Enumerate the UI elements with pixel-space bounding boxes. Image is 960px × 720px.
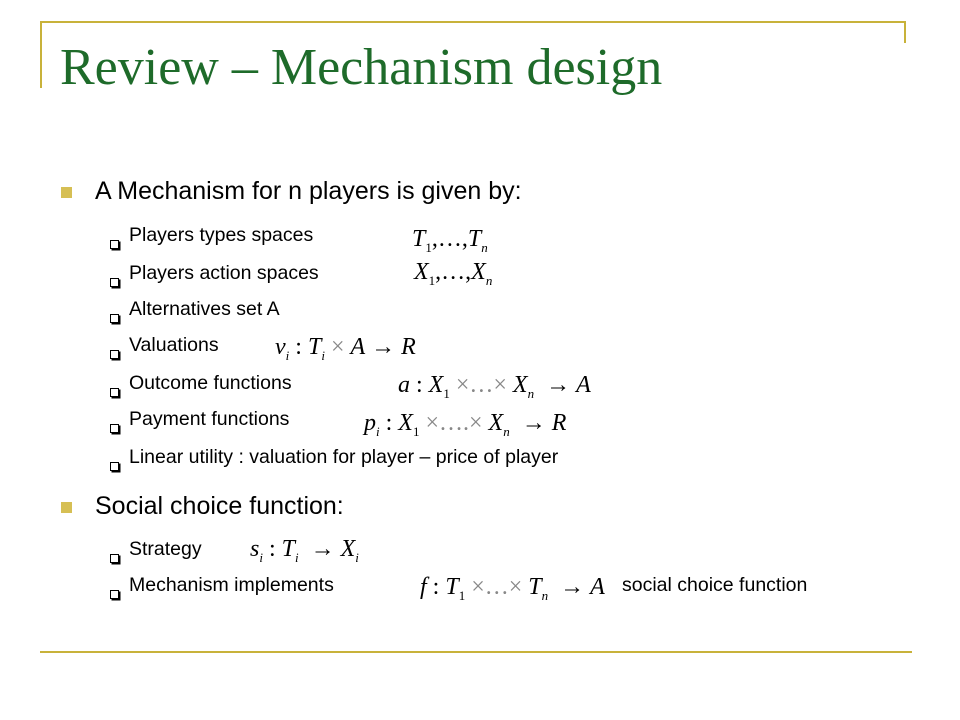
checkbox-bullet-icon <box>110 424 119 433</box>
checkbox-bullet-icon <box>110 314 119 323</box>
checkbox-bullet-icon <box>110 590 119 599</box>
checkbox-bullet-icon <box>110 388 119 397</box>
formula-payment: $p_i$ : $X_1$ ×….× $X_n \to R$ <box>364 410 567 439</box>
item-implements: Mechanism implements <box>129 574 334 596</box>
item-strategy: Strategy <box>129 538 202 560</box>
item-outcome: Outcome functions <box>129 372 292 394</box>
checkbox-bullet-icon <box>110 240 119 249</box>
formula-actions: $X_1,\dots,X_n$ <box>414 259 493 288</box>
item-valuations: Valuations <box>129 334 219 356</box>
formula-strategy: $s_i$ : $T_i \to X_i$ <box>250 536 359 565</box>
checkbox-bullet-icon <box>110 350 119 359</box>
formula-outcome: a : $X_1$ ×…× $X_n \to A$ <box>398 372 591 401</box>
item-payment: Payment functions <box>129 408 290 430</box>
item-social-choice-suffix: social choice function <box>622 574 808 596</box>
slide-title: Review – Mechanism design <box>60 39 663 96</box>
formula-valuations: $v_i$ : $T_i \times A \to R$ <box>275 334 416 363</box>
formula-types: $T_1,\dots,T_n$ <box>412 226 488 255</box>
item-action-spaces: Players action spaces <box>129 262 319 284</box>
item-types-spaces: Players types spaces <box>129 224 314 246</box>
item-alternatives: Alternatives set A <box>129 298 280 320</box>
top-rule <box>40 21 906 23</box>
checkbox-bullet-icon <box>110 554 119 563</box>
bullet-social-choice: Social choice function: <box>95 492 344 520</box>
right-rule <box>904 21 906 43</box>
item-linear-utility: Linear utility : valuation for player – price of player <box>129 446 559 468</box>
left-rule <box>40 21 42 88</box>
bottom-rule <box>40 651 912 653</box>
bullet-mechanism: A Mechanism for n players is given by: <box>95 177 522 205</box>
formula-social-choice: f : $T_1$ ×…× $T_n \to A$ <box>420 574 605 603</box>
checkbox-bullet-icon <box>110 278 119 287</box>
checkbox-bullet-icon <box>110 462 119 471</box>
